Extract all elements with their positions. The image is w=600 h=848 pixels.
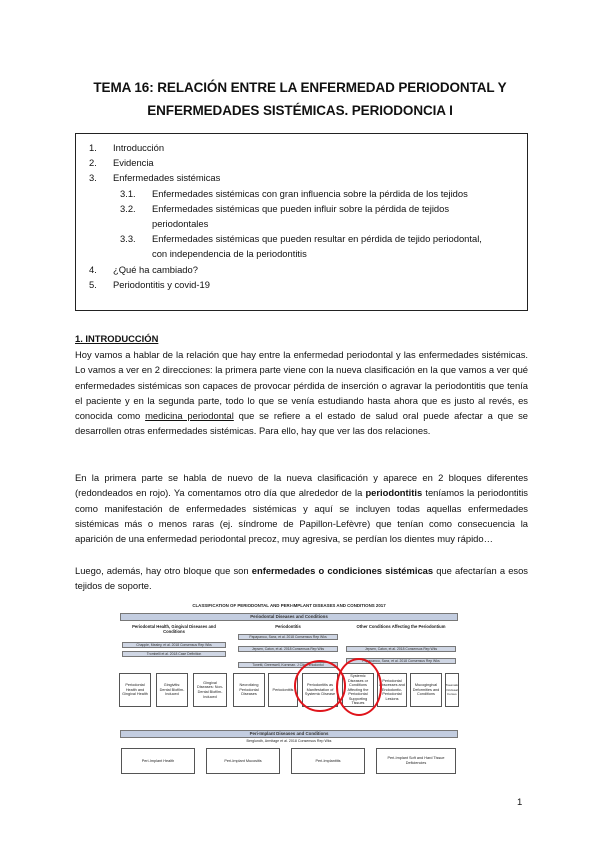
- peri-implant-box: Peri-Implant Health: [121, 748, 195, 774]
- page-title: [60, 76, 540, 122]
- toc-item: 1. Introducción: [89, 142, 165, 153]
- toc-item: 2. Evidencia: [89, 157, 154, 169]
- toc-subitem: 3.3. Enfermedades sistémicas que pueden resultar en pérdida de tejido periodontal, con independencia de la periodontitis: [120, 233, 482, 260]
- title-line-1: TEMA 16: RELACIÓN ENTRE LA ENFERMEDAD PERIODONTAL Y: [93, 80, 507, 95]
- red-highlight-circle: [336, 658, 382, 716]
- column-header: Periodontal Health, Gingival Diseases and Conditions: [132, 624, 216, 634]
- intro-paragraph-2: En la primera parte se habla de nuevo de la nueva clasificación y aparece en 2 bloques diferentes (redondeados en rojo). Ya comentamos otro día que alrededor de la periodontitis teníamos la periodontitis como manifestación de enfermedades sistémicas y aquí se incluyen todas aquellas enfermedades sistémicas más o menos raras (ej. síndrome de Papillon-Lefèvre) que tenían como consecuencia la aparición de una enfermedad periodontal precoz, muy agresiva, se perdían los dientes muy rápido…: [75, 472, 528, 545]
- column-header: Other Conditions Affecting the Periodontium: [356, 624, 446, 629]
- reference-bar: Papapanou, Sanz, et al. 2018 Consensus Rep Wks: [238, 634, 338, 640]
- reference-bar: Chapple, Mealey, et al. 2018 Consensus Rep Wks: [122, 642, 226, 648]
- peri-implant-box: Peri-Implant Mucositis: [206, 748, 280, 774]
- peri-implant-box: Peri-Implantitis: [291, 748, 365, 774]
- intro-heading: 1. INTRODUCCIÓN: [75, 333, 159, 344]
- classification-box: Gingival Diseases: Non-Dental Biofilm-Induced: [193, 673, 227, 707]
- classification-box: Gingivitis: Dental Biofilm-Induced: [156, 673, 188, 707]
- toc-subitem: 3.1. Enfermedades sistémicas con gran influencia sobre la pérdida de los tejidos: [120, 187, 468, 199]
- toc-item: 5. Periodontitis y covid-19: [89, 278, 210, 290]
- classification-box: Periodontitis: [268, 673, 298, 707]
- reference-bar: Jepsen, Caton, et al. 2018 Consensus Rep Wks: [238, 646, 338, 652]
- intro-paragraph-3: Luego, además, hay otro bloque que son enfermedades o condiciones sistémicas que afectarían a esos tejidos de soporte.: [75, 565, 528, 592]
- classification-box-highlighted: Systemic Diseases or Conditions Affecting the Periodontal Supporting Tissues: [342, 673, 374, 707]
- reference-bar: Papapanou, Sanz, et al. 2018 Consensus Rep Wks: [346, 658, 456, 664]
- peri-implant-reference: Berglundh, Armitage et al. 2018 Consensus Rep Wks: [246, 739, 332, 743]
- toc-item: 3. Enfermedades sistémicas: [89, 172, 221, 184]
- classification-box-highlighted: Periodontitis as Manifestation of Systemic Disease: [302, 673, 338, 707]
- intro-paragraph-1: Hoy vamos a hablar de la relación que hay entre la enfermedad periodontal y las enfermedades sistémicas. Lo vamos a ver en 2 direcciones: la primera parte viene con la nueva clasificación en la que vamos a ver qué enfermedades sistémicas son capaces de provocar pérdida de inserción o agravar la periodontitis que tenía el paciente y en la segunda parte, todo lo que se venía estudiando hasta ahora que es justo al revés, es conocida como medicina periodontal que se refiere a el estado de salud oral puede afectar a que se desarrollen otras enfermedades sistémicas. Para ello, hay que ver las dos relaciones.: [75, 349, 529, 437]
- reference-bar: Tonetti, Greenwell, Kornman. J Clin Periodontol: [238, 662, 338, 668]
- figure-title: CLASSIFICATION OF PERIODONTAL AND PERI-IMPLANT DISEASES AND CONDITIONS 2017: [192, 603, 386, 608]
- classification-box: Necrotizing Periodontal Diseases: [233, 673, 265, 707]
- title-line-2: ENFERMEDADES SISTÉMICAS. PERIODONCIA I: [147, 103, 453, 118]
- classification-box: Mucogingival Deformities and Conditions: [410, 673, 442, 707]
- table-of-contents: [75, 133, 528, 311]
- peri-implant-header: Peri-Implant Diseases and Conditions: [120, 730, 458, 738]
- classification-box: Periodontal Health and Gingival Health: [119, 673, 151, 707]
- classification-figure: [118, 602, 460, 778]
- column-header: Periodontitis: [275, 624, 301, 629]
- reference-bar: Jepsen, Caton, et al. 2018 Consensus Rep Wks: [346, 646, 456, 652]
- toc-subitem: 3.2. Enfermedades sistémicas que pueden influir sobre la pérdida de tejidos periodontales: [120, 202, 450, 230]
- reference-bar: Trombelli et al. 2018 Case Definition: [122, 651, 226, 657]
- medicina-periodontal-term: medicina periodontal: [145, 410, 234, 422]
- page-number: 1: [517, 797, 523, 808]
- peri-implant-box: Peri-Implant Soft and Hard Tissue Deficiencies: [376, 748, 456, 774]
- classification-box: Traumatic Occlusal Forces: [445, 673, 459, 707]
- periodontal-header: Periodontal Diseases and Conditions: [120, 613, 458, 621]
- classification-box: Periodontal Abscesses and Endodontic-Periodontal Lesions: [377, 673, 407, 707]
- toc-item: 4. ¿Qué ha cambiado?: [89, 263, 198, 275]
